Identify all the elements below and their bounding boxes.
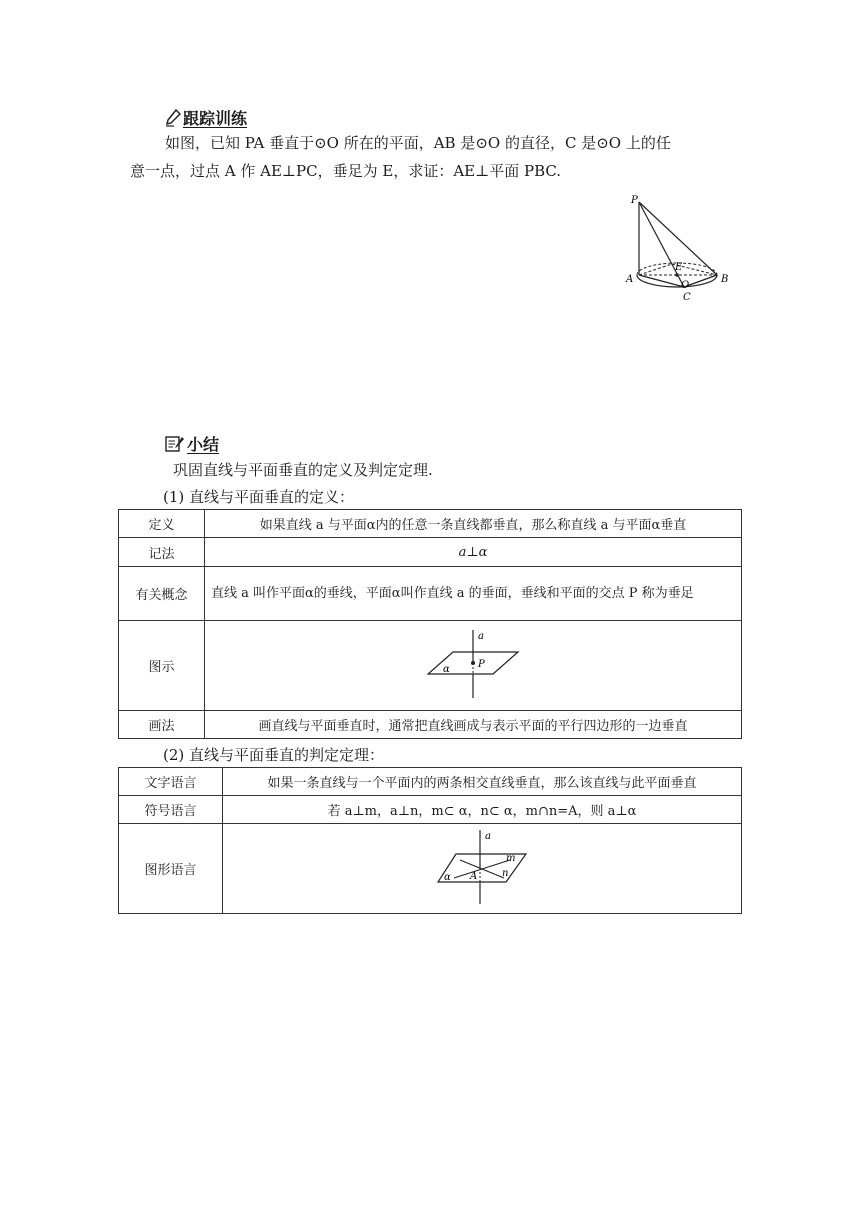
label-alpha: α: [443, 663, 450, 675]
table-row: [119, 510, 742, 538]
label-A: A: [470, 870, 478, 882]
definition-table: [118, 509, 742, 739]
label-B: B: [721, 274, 729, 285]
row-content: a⊥α: [205, 538, 742, 567]
heading-text: 跟踪训练: [183, 109, 248, 128]
table-row: [119, 567, 742, 621]
row-label: 记法: [119, 538, 205, 567]
table-row: [119, 621, 742, 711]
summary-intro: 巩固直线与平面垂直的定义及判定定理.: [173, 461, 433, 479]
row-label: 图形语言: [119, 824, 223, 914]
table-row: [119, 711, 742, 739]
section-heading-practice: [165, 106, 247, 129]
section-heading-summary: [165, 432, 219, 455]
label-C: C: [683, 292, 691, 303]
row-label: 符号语言: [119, 796, 223, 824]
row-content: 若 a⊥m，a⊥n，m⊂ α，n⊂ α，m∩n=A，则 a⊥α: [223, 796, 742, 824]
heading-text: 小结: [187, 435, 220, 454]
table-row: [119, 824, 742, 914]
table-row: [119, 768, 742, 796]
cone-figure: [620, 190, 740, 315]
row-content: 如果直线 a 与平面α内的任意一条直线都垂直，那么称直线 a 与平面α垂直: [205, 510, 742, 538]
notepad-pencil-icon: [165, 435, 185, 453]
row-label: 画法: [119, 711, 205, 739]
label-a: a: [478, 630, 484, 642]
label-A: A: [626, 274, 634, 285]
row-content: 如果一条直线与一个平面内的两条相交直线垂直，那么该直线与此平面垂直: [223, 768, 742, 796]
theorem-figure: [434, 828, 530, 906]
perpendicular-figure: [423, 626, 523, 702]
label-m: m: [506, 852, 516, 864]
row-label: 有关概念: [119, 567, 205, 621]
pencil-icon: [165, 109, 181, 127]
theorem-table: [118, 767, 742, 914]
label-E: E: [675, 262, 683, 273]
row-content: 画直线与平面垂直时，通常把直线画成与表示平面的平行四边形的一边垂直: [205, 711, 742, 739]
label-n: n: [502, 867, 509, 879]
problem-line-2: 意一点，过点 A 作 AE⊥PC，垂足为 E，求证：AE⊥平面 PBC.: [130, 162, 562, 180]
row-figure: [223, 824, 742, 914]
problem-line-1: 如图，已知 PA 垂直于⊙O 所在的平面，AB 是⊙O 的直径，C 是⊙O 上的任: [165, 134, 671, 152]
label-O: O: [681, 280, 690, 291]
row-label: 定义: [119, 510, 205, 538]
table-row: [119, 796, 742, 824]
label-P: P: [631, 195, 638, 206]
row-content: 直线 a 叫作平面α的垂线，平面α叫作直线 a 的垂面，垂线和平面的交点 P 称为垂足: [205, 567, 742, 621]
row-label: 图示: [119, 621, 205, 711]
subheading-theorem: (2) 直线与平面垂直的判定定理：: [163, 746, 385, 764]
label-P: P: [478, 658, 485, 670]
table-row: [119, 538, 742, 567]
subheading-definition: (1) 直线与平面垂直的定义：: [163, 488, 355, 506]
row-label: 文字语言: [119, 768, 223, 796]
label-a: a: [485, 830, 491, 842]
row-figure: [205, 621, 742, 711]
label-alpha: α: [444, 871, 451, 883]
